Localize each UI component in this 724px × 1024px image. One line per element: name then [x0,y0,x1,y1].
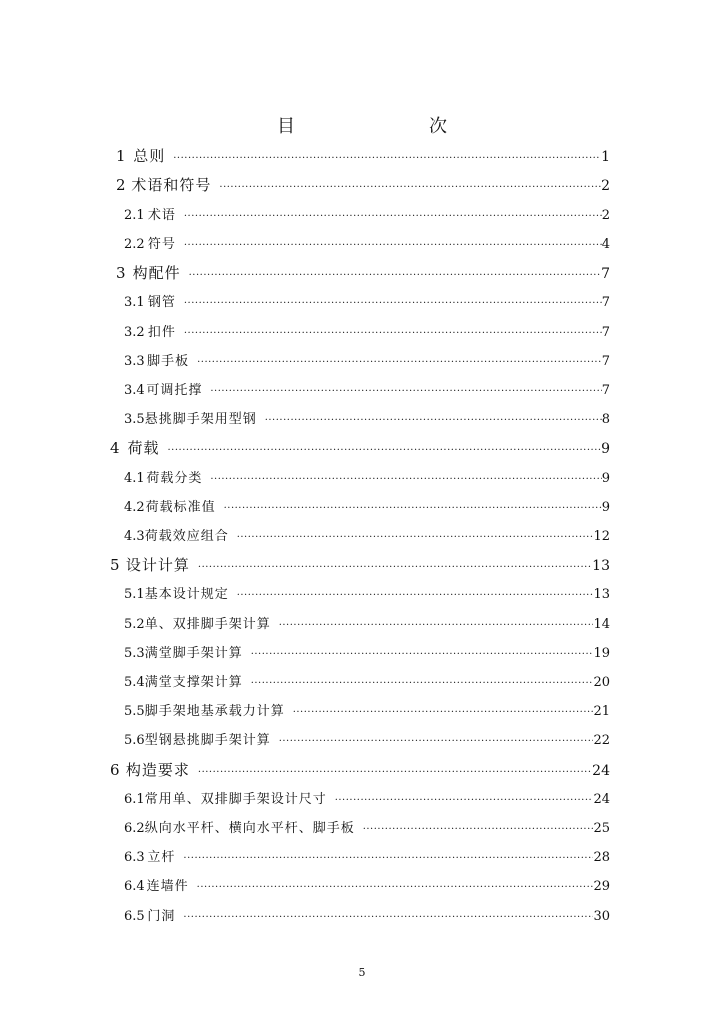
toc-entry-number: 3.4 [124,383,145,398]
toc-entry-page: 7 [601,266,610,282]
toc-leader-dots [173,153,601,164]
toc-entry-page: 7 [601,383,610,398]
toc-leader-dots [210,474,601,485]
toc-entry[interactable] [110,437,610,459]
toc-entry-number: 4 [110,439,120,457]
toc-entry-page: 7 [601,325,610,340]
toc-entry-number: 3.1 [124,295,145,310]
toc-entry-title: 满堂支撑架计算 [144,675,243,690]
toc-entry-title: 钢管 [147,295,176,310]
toc-leader-dots [237,590,594,601]
toc-entry-number: 3.2 [124,325,145,340]
toc-entry-title: 构配件 [132,264,181,282]
toc-entry-number: 2.1 [124,208,145,223]
toc-entry-page: 29 [593,879,610,894]
toc-entry-number: 2.2 [124,237,145,252]
toc-entry-title: 纵向水平杆、横向水平杆、脚手板 [144,821,355,836]
toc-entry-title: 立杆 [147,850,176,865]
toc-leader-dots [197,357,602,368]
toc-leader-dots [224,503,602,514]
toc-entry[interactable] [124,350,610,372]
toc-entry[interactable] [124,788,610,810]
toc-entry-page: 9 [601,441,610,457]
toc-entry-title: 连墙件 [146,879,189,894]
toc-entry-page: 21 [593,704,610,719]
toc-entry-page: 22 [593,733,610,748]
toc-entry-title: 可调托撑 [146,383,203,398]
toc-entry-number: 5 [110,556,120,574]
toc-entry-number: 6.1 [124,792,145,807]
toc-entry-number: 4.3 [124,529,145,544]
toc-entry[interactable] [124,408,610,430]
toc-entry-number: 6 [110,761,120,779]
toc-leader-dots [279,620,594,631]
toc-entry-page: 4 [601,237,610,252]
toc-entry[interactable] [124,291,610,313]
toc-entry-title: 构造要求 [125,761,190,779]
toc-leader-dots [363,824,594,835]
toc-entry-number: 5.6 [124,733,145,748]
toc-entry[interactable] [124,817,610,839]
toc-entry-page: 28 [593,850,610,865]
toc-entry-number: 4.2 [124,500,145,515]
toc-entry-page: 25 [593,821,610,836]
toc-entry-number: 5.2 [124,617,145,632]
toc-entry-page: 19 [593,646,610,661]
toc-entry-page: 9 [601,471,610,486]
toc-leader-dots [279,736,594,747]
toc-entry-title: 荷载 [127,439,160,457]
toc-leader-dots [184,211,602,222]
toc-entry-number: 5.3 [124,646,145,661]
toc-entry-page: 24 [592,763,610,779]
toc-entry-page: 8 [601,412,610,427]
toc-leader-dots [184,240,602,251]
page-number: 5 [358,966,366,979]
toc-leader-dots [183,853,593,864]
toc-leader-dots [198,562,592,573]
toc-entry-page: 7 [601,295,610,310]
toc-entry[interactable] [124,204,610,226]
toc-entry-title: 基本设计规定 [144,587,229,602]
toc-entry-title: 常用单、双排脚手架设计尺寸 [144,792,327,807]
toc-leader-dots [293,707,594,718]
toc-entry[interactable] [124,379,610,401]
toc-leader-dots [251,678,594,689]
toc-entry-page: 2 [601,208,610,223]
toc-entry[interactable] [124,233,610,255]
toc-entry-title: 术语 [147,208,176,223]
toc-leader-dots [167,445,601,456]
toc-entry[interactable] [124,846,610,868]
toc-entry-page: 24 [593,792,610,807]
toc-entry-number: 6.3 [124,850,145,865]
toc-entry-title: 悬挑脚手架用型钢 [144,412,257,427]
toc-leader-dots [219,182,601,193]
toc-entry-number: 6.2 [124,821,145,836]
toc-leader-dots [184,328,602,339]
toc-entry-number: 5.5 [124,704,145,719]
page-title: 目 次 [277,116,505,137]
toc-entry-title: 设计计算 [125,556,190,574]
toc-entry[interactable] [116,262,610,284]
toc-entry[interactable] [110,759,610,781]
toc-entry-number: 6.4 [124,879,145,894]
toc-entry-number: 3 [116,264,126,282]
toc-entry-number: 1 [116,147,126,165]
toc-entry-page: 12 [593,529,610,544]
toc-entry-title: 术语和符号 [131,176,212,194]
toc-entry-page: 2 [601,178,610,194]
toc-entry[interactable] [110,554,610,576]
toc-entry[interactable] [124,642,610,664]
toc-leader-dots [184,298,602,309]
toc-entry-title: 门洞 [147,909,176,924]
toc-entry-page: 13 [592,558,610,574]
toc-entry-number: 2 [116,176,126,194]
toc-leader-dots [210,386,601,397]
toc-entry[interactable] [124,583,610,605]
toc-entry-title: 荷载效应组合 [144,529,229,544]
toc-entry[interactable] [124,671,610,693]
toc-entry[interactable] [124,321,610,343]
toc-entry-page: 9 [601,500,610,515]
toc-leader-dots [189,270,601,281]
toc-entry[interactable] [124,496,610,518]
toc-entry-page: 20 [593,675,610,690]
toc-entry-title: 符号 [147,237,176,252]
toc-entry-number: 5.1 [124,587,145,602]
toc-entry-title: 脚手架地基承载力计算 [144,704,285,719]
toc-entry-page: 14 [593,617,610,632]
toc-leader-dots [265,415,602,426]
toc-entry-number: 4.1 [124,471,145,486]
toc-entry-title: 荷载分类 [146,471,203,486]
toc-entry-page: 1 [601,149,610,165]
toc-leader-dots [197,882,594,893]
toc-entry[interactable] [124,905,610,927]
toc-entry[interactable] [124,525,610,547]
toc-entry-title: 扣件 [147,325,176,340]
toc-entry[interactable] [116,174,610,196]
toc-entry-page: 30 [593,909,610,924]
toc-leader-dots [237,532,594,543]
toc-entry-number: 6.5 [124,909,145,924]
toc-entry-title: 总则 [133,147,166,165]
toc-entry[interactable] [124,467,610,489]
toc-entry[interactable] [124,700,610,722]
toc-entry-title: 单、双排脚手架计算 [144,617,271,632]
toc-entry[interactable] [124,729,610,751]
toc-entry-page: 13 [593,587,610,602]
toc-leader-dots [183,912,593,923]
toc-entry-title: 脚手板 [147,354,190,369]
toc-entry-title: 荷载标准值 [145,500,216,515]
toc-leader-dots [251,649,594,660]
toc-entry[interactable] [124,875,610,897]
toc-entry-page: 7 [601,354,610,369]
toc-entry[interactable] [116,145,610,167]
toc-entry[interactable] [124,613,610,635]
toc-leader-dots [198,767,592,778]
toc-entry-number: 5.4 [124,675,145,690]
toc-entry-number: 3.3 [124,354,145,369]
toc-leader-dots [335,795,594,806]
toc-entry-number: 3.5 [124,412,145,427]
toc-entry-title: 满堂脚手架计算 [144,646,243,661]
toc-entry-title: 型钢悬挑脚手架计算 [144,733,271,748]
